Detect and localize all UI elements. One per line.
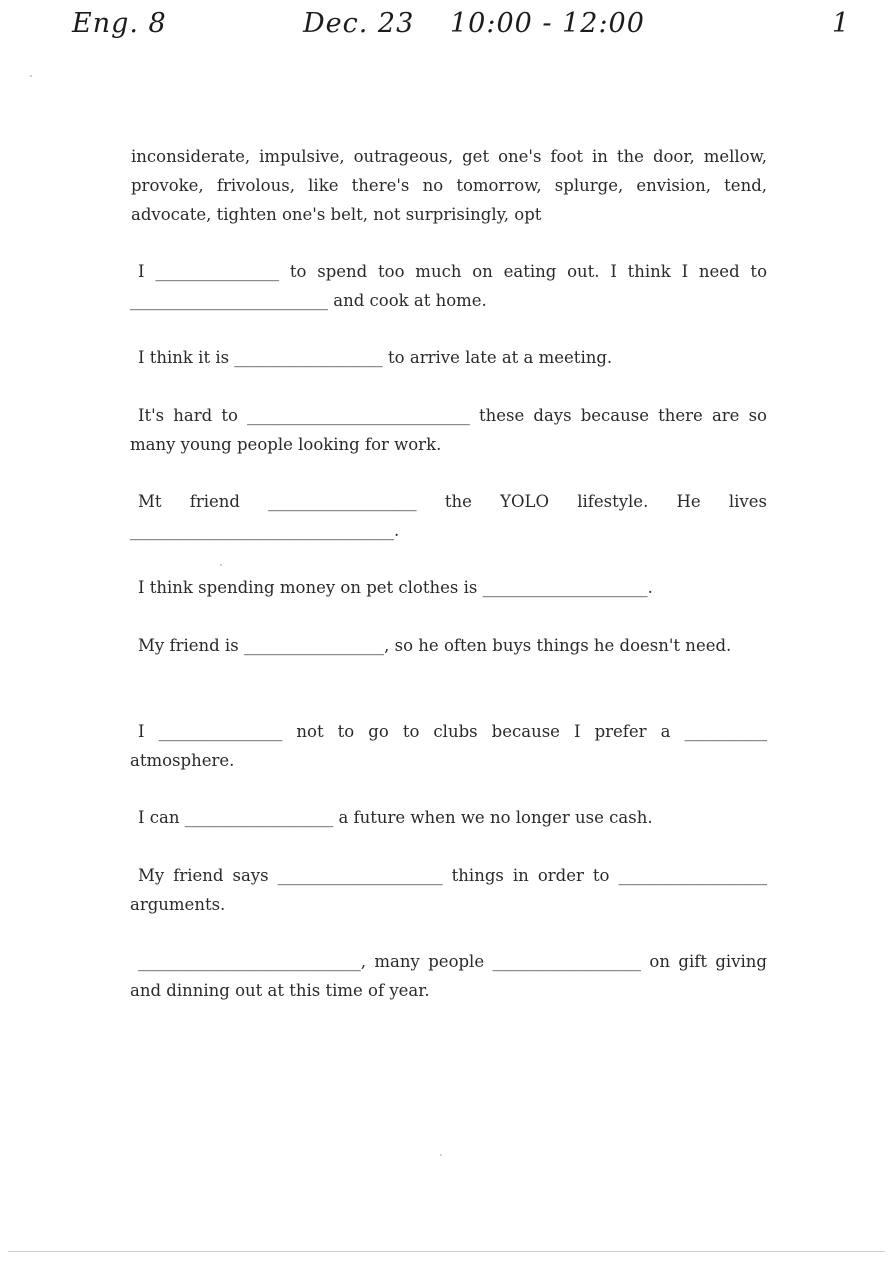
question-6 [130, 631, 767, 660]
question-text: My friend is _________________, so he often buys things he doesn't need. [138, 636, 732, 655]
scan-edge-line [8, 1251, 885, 1252]
question-text: I _______________ to spend too much on eating out. I think I need to ________________________ and cook at home. [130, 262, 767, 310]
question-text: My friend says ____________________ things in order to __________________ arguments. [130, 866, 767, 914]
word-bank: inconsiderate, impulsive, outrageous, get one's foot in the door, mellow, provoke, frivolous, like there's no tomorrow, splurge, envision, tend, advocate, tighten one's belt, not surprisingly, opt [131, 147, 767, 224]
scan-speck [440, 1154, 442, 1156]
question-text: Mt friend __________________ the YOLO lifestyle. He lives ________________________________. [130, 492, 767, 540]
question-3 [130, 401, 767, 459]
question-text: I think it is __________________ to arrive late at a meeting. [138, 348, 613, 367]
question-1 [130, 257, 767, 315]
question-4 [130, 487, 767, 545]
scan-speck [220, 564, 222, 566]
handwritten-course-label: Eng. 8 [72, 8, 167, 39]
scan-speck [30, 75, 32, 77]
question-2 [130, 343, 767, 372]
question-text: I _______________ not to go to clubs because I prefer a __________ atmosphere. [130, 722, 767, 770]
question-text: It's hard to ___________________________ these days because there are so many young people looking for work. [130, 406, 767, 454]
question-text: I think spending money on pet clothes is ____________________. [138, 578, 653, 597]
handwritten-date: Dec. 23 [303, 8, 415, 39]
question-7 [130, 717, 767, 775]
question-text: I can __________________ a future when we no longer use cash. [138, 808, 653, 827]
handwritten-time-range: 10:00 - 12:00 [450, 8, 645, 39]
question-9 [130, 861, 767, 919]
question-text: ___________________________, many people __________________ on gift giving and dinning out at this time of year. [130, 952, 767, 1000]
handwritten-page-number: 1 [832, 8, 851, 39]
question-10 [130, 947, 767, 1005]
question-8 [130, 803, 767, 832]
question-5 [130, 573, 767, 602]
